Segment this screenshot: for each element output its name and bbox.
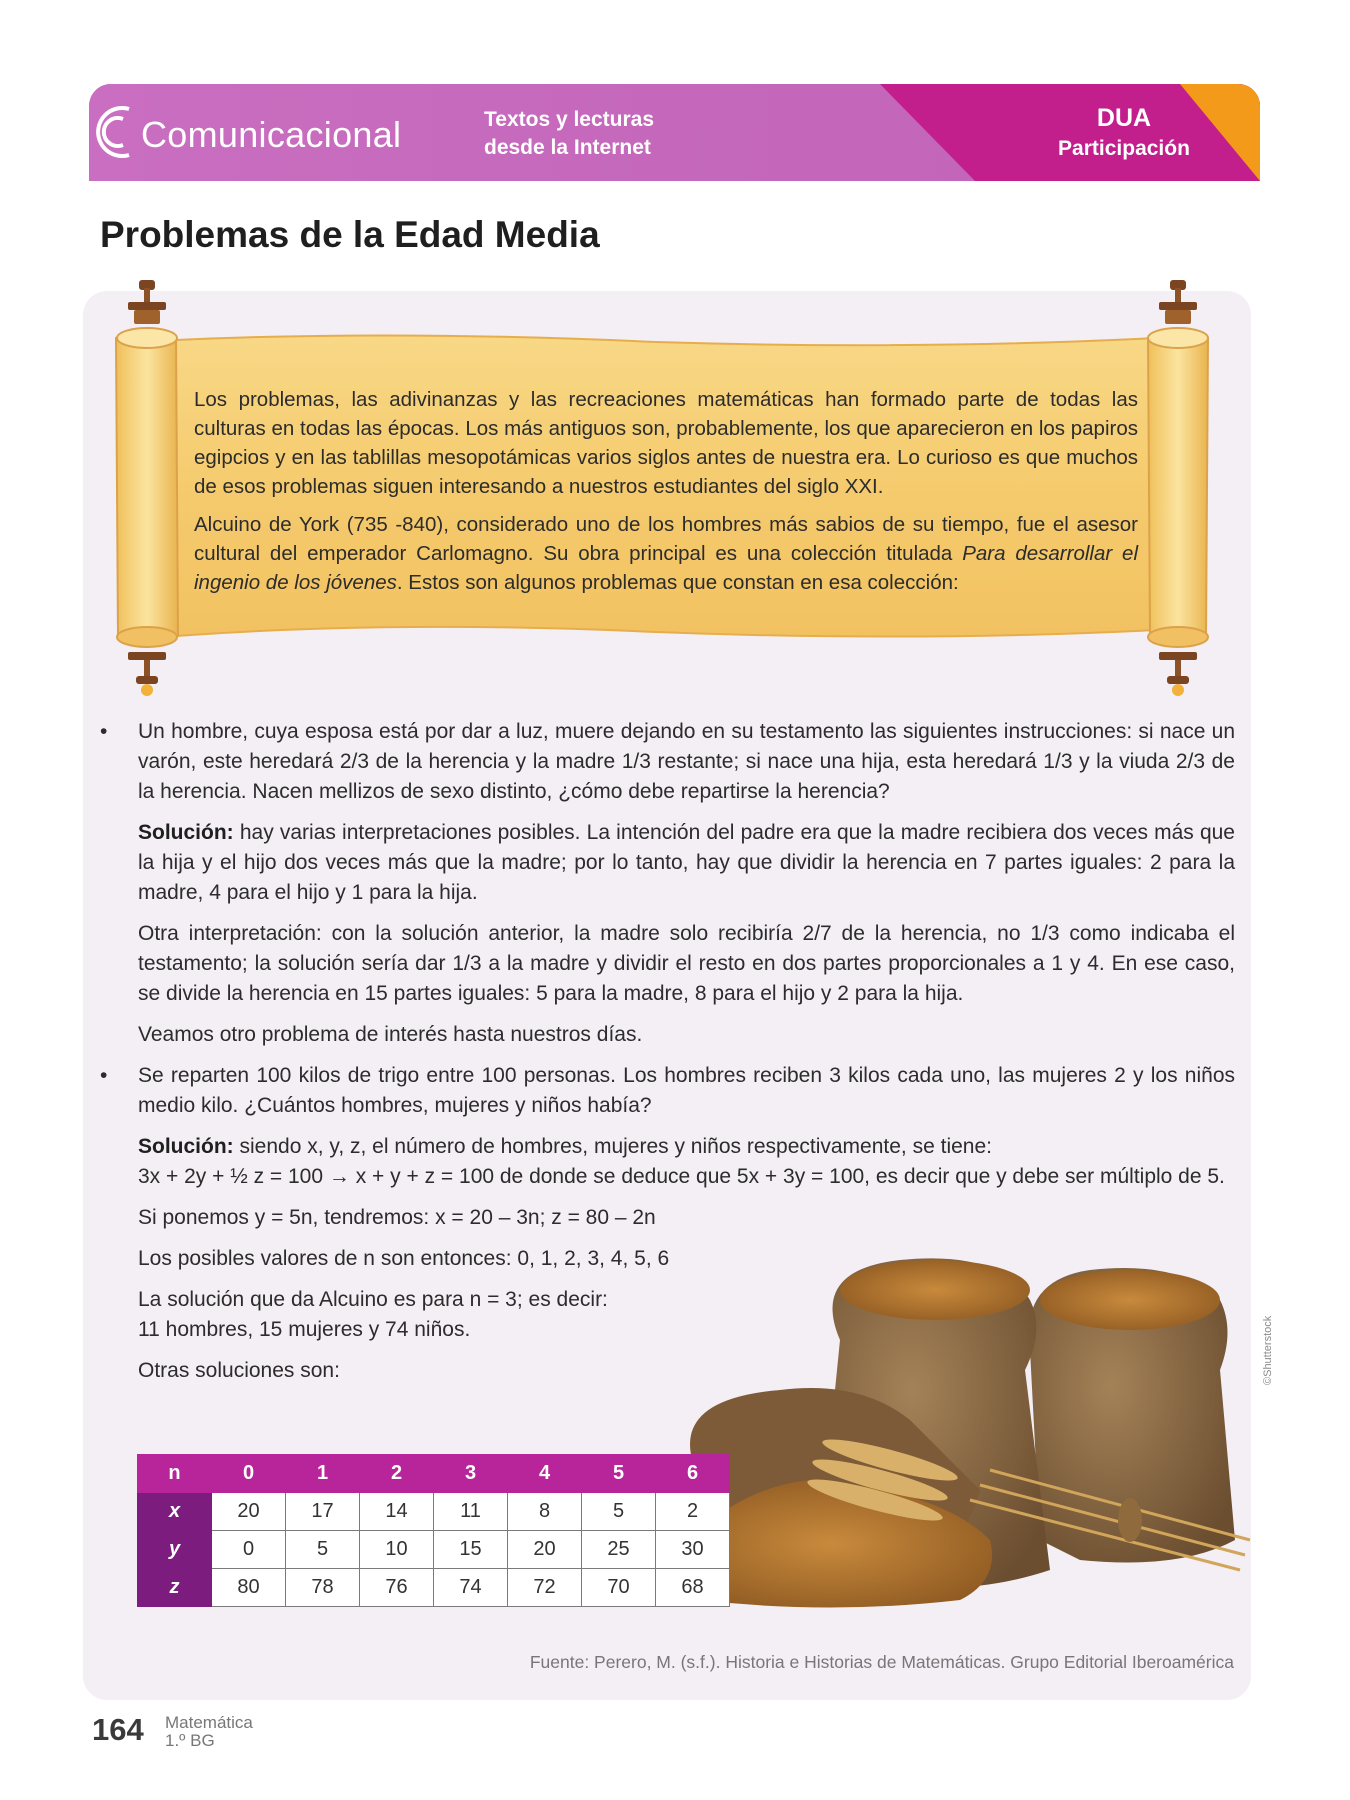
grade-level: 1.º BG xyxy=(165,1731,215,1750)
table-cell: 30 xyxy=(656,1531,730,1569)
scroll-paragraph-2 xyxy=(194,510,1138,597)
equation: 3x + 2y + ½ z = 100 → x + y + z = 100 de donde se deduce que 5x + 3y = 100, es decir que y debe ser múltiplo de 5. xyxy=(138,1165,1225,1188)
transition-text: Veamos otro problema de interés hasta nuestros días. xyxy=(138,1023,643,1046)
table-header-cell: 4 xyxy=(508,1455,582,1493)
image-credit: ©Shutterstock xyxy=(1262,1315,1274,1385)
substitution: Si ponemos y = 5n, tendremos: x = 20 – 3n; z = 80 – 2n xyxy=(138,1206,656,1229)
other-solutions-label: Otras soluciones son: xyxy=(138,1359,340,1382)
brand-name: Comunicacional xyxy=(141,114,402,155)
scroll-p2-part-a: Alcuino de York (735 -840), considerado uno de los hombres más sabios de su tiempo, fue el asesor cultural del emperador Carlomagno. Su obra principal es una colección titulada xyxy=(194,513,1138,565)
solutions-table xyxy=(137,1454,730,1607)
table-header-cell: 2 xyxy=(360,1455,434,1493)
table-cell: 5 xyxy=(286,1531,360,1569)
scroll-paragraph-1: Los problemas, las adivinanzas y las recreaciones matemáticas han formado parte de todas las culturas en todas las épocas. Los más antiguos son, probablemente, los que aparecieron en los papiros egipcios y en las tablillas mesopotámicas varios siglos antes de nuestra era. Lo curioso es que muchos de esos problemas siguen interesando a nuestros estudiantes del siglo XXI. xyxy=(194,388,1138,498)
problem-2-solution xyxy=(138,1132,1235,1192)
table-cell: 17 xyxy=(286,1493,360,1531)
table-cell: 70 xyxy=(582,1569,656,1607)
table-cell: 25 xyxy=(582,1531,656,1569)
subject-name: Matemática xyxy=(165,1713,253,1732)
row-label: z xyxy=(138,1569,212,1607)
alcuino-solution xyxy=(138,1285,698,1345)
alcuino-line-1: La solución que da Alcuino es para n = 3; es decir: xyxy=(138,1288,608,1311)
table-header-row xyxy=(138,1455,730,1493)
dua-participation: Participación xyxy=(1058,137,1190,160)
table-row xyxy=(138,1531,730,1569)
row-label: x xyxy=(138,1493,212,1531)
table-header-cell: 3 xyxy=(434,1455,508,1493)
problem-1-statement: Un hombre, cuya esposa está por dar a luz, muere dejando en su testamento las siguientes instrucciones: si nace un varón, este heredará 2/3 de la herencia y la madre 1/3 restante; si nace una hija, esta heredará 1/3 y la viuda 2/3 de la herencia. Nacen mellizos de sexo distinto, ¿cómo debe repartirse la herencia? xyxy=(138,720,1235,803)
section-header xyxy=(89,84,1260,181)
table-cell: 72 xyxy=(508,1569,582,1607)
table-row xyxy=(138,1493,730,1531)
table-cell: 2 xyxy=(656,1493,730,1531)
table-cell: 10 xyxy=(360,1531,434,1569)
table-cell: 74 xyxy=(434,1569,508,1607)
header-subtitle xyxy=(484,106,654,162)
bullet-icon: • xyxy=(100,1064,108,1087)
table-cell: 78 xyxy=(286,1569,360,1607)
source-citation: Fuente: Perero, M. (s.f.). Historia e Historias de Matemáticas. Grupo Editorial Iberoamérica xyxy=(529,1652,1234,1672)
possible-values: Los posibles valores de n son entonces: 0, 1, 2, 3, 4, 5, 6 xyxy=(138,1247,670,1270)
solution-label: Solución: xyxy=(138,821,234,844)
alcuino-line-2: 11 hombres, 15 mujeres y 74 niños. xyxy=(138,1318,471,1341)
table-cell: 11 xyxy=(434,1493,508,1531)
table-cell: 80 xyxy=(212,1569,286,1607)
table-row xyxy=(138,1569,730,1607)
problem-1-solution-text: hay varias interpretaciones posibles. La intención del padre era que la madre recibiera dos veces más que la hija y el hijo dos veces más que la madre; por lo tanto, hay que dividir la herencia en 7 partes iguales: 2 para la madre, 4 para el hijo y 1 para la hija. xyxy=(138,821,1235,904)
page-title: Problemas de la Edad Media xyxy=(100,214,600,255)
table-cell: 8 xyxy=(508,1493,582,1531)
table-header-cell: 6 xyxy=(656,1455,730,1493)
row-label: y xyxy=(138,1531,212,1569)
table-header-cell: 0 xyxy=(212,1455,286,1493)
scroll-p2-part-b: . Estos son algunos problemas que constan en esa colección: xyxy=(396,571,959,594)
problem-1-solution xyxy=(138,818,1235,908)
dua-label: DUA xyxy=(1096,104,1152,132)
subtitle-line-1: Textos y lecturas xyxy=(484,108,655,131)
comunicacional-logo-icon xyxy=(91,97,135,167)
table-cell: 68 xyxy=(656,1569,730,1607)
scroll-text xyxy=(194,385,1138,606)
table-cell: 20 xyxy=(508,1531,582,1569)
table-header-cell: n xyxy=(138,1455,212,1493)
problem-1-other-interpretation: Otra interpretación: con la solución anterior, la madre solo recibiría 2/7 de la herencia, no 1/3 como indicaba el testamento; la solución sería dar 1/3 a la madre y dividir el resto en dos partes proporcionales a 1 y 4. En ese caso, se divide la herencia en 15 partes iguales: 5 para la madre, 8 para el hijo y 2 para la hija. xyxy=(138,922,1235,1005)
page-number: 164 xyxy=(92,1712,144,1747)
table-header-cell: 5 xyxy=(582,1455,656,1493)
problem-2-statement: Se reparten 100 kilos de trigo entre 100 personas. Los hombres reciben 3 kilos cada uno, las mujeres 2 y los niños medio kilo. ¿Cuántos hombres, mujeres y niños había? xyxy=(138,1064,1235,1117)
table-cell: 5 xyxy=(582,1493,656,1531)
book-title: Para desarrollar el ingenio de los jóvenes xyxy=(194,542,1138,594)
problem-2-solution-intro: siendo x, y, z, el número de hombres, mujeres y niños respectivamente, se tiene: xyxy=(233,1135,992,1158)
solution-label: Solución: xyxy=(138,1135,234,1158)
table-cell: 14 xyxy=(360,1493,434,1531)
table-header-cell: 1 xyxy=(286,1455,360,1493)
table-cell: 0 xyxy=(212,1531,286,1569)
table-cell: 15 xyxy=(434,1531,508,1569)
footer-subject xyxy=(165,1714,253,1750)
subtitle-line-2: desde la Internet xyxy=(484,136,651,159)
table-cell: 76 xyxy=(360,1569,434,1607)
bullet-icon: • xyxy=(100,720,108,743)
problem-1 xyxy=(100,717,1235,1050)
table-cell: 20 xyxy=(212,1493,286,1531)
wheat-sacks-image xyxy=(660,1240,1260,1620)
